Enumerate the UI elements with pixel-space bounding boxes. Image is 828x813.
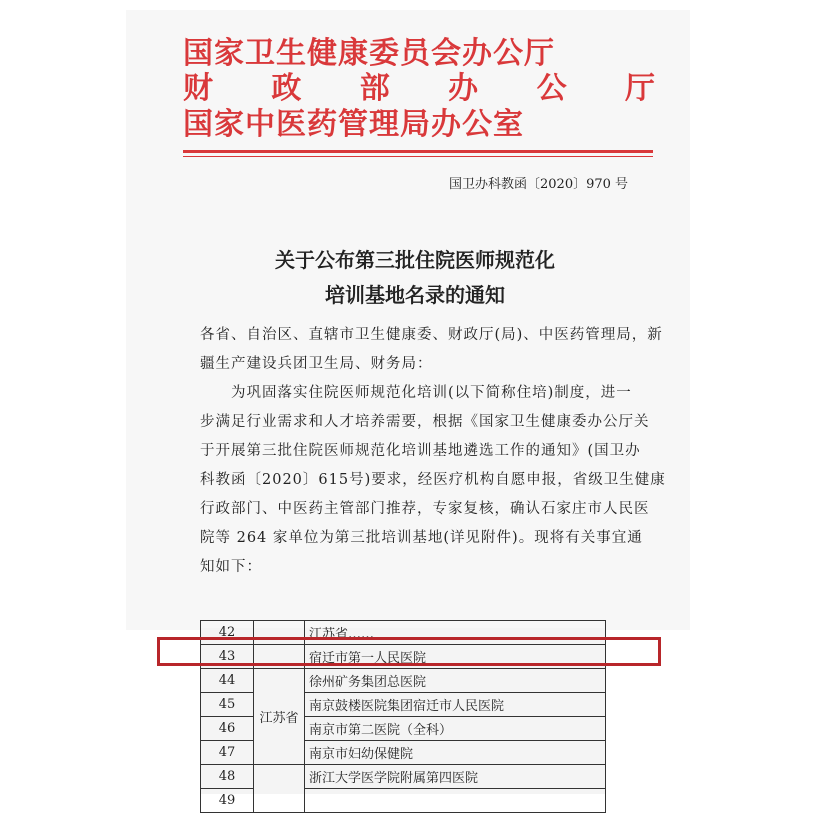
body-line: 于开展第三批住院医师规范化培训基地遴选工作的通知》(国卫办: [200, 443, 641, 459]
province-cell: 江苏省: [254, 669, 305, 765]
body-line: 各省、自治区、直辖市卫生健康委、财政厅(局)、中医药管理局，新: [200, 327, 663, 343]
hospital-name: 江苏省……: [305, 621, 606, 645]
document-number: 国卫办科教函〔2020〕970 号: [449, 177, 629, 192]
notice-title-line-1: 关于公布第三批住院医师规范化: [275, 248, 555, 272]
body-line: 步满足行业需求和人才培养需要，根据《国家卫生健康委办公厅关: [200, 414, 650, 430]
red-divider-thin: [183, 156, 653, 157]
issuer-char: 政: [271, 71, 302, 106]
issuer-char: 厅: [624, 71, 655, 106]
table-row: [201, 669, 606, 693]
body-line: 行政部门、中医药主管部门推荐，专家复核，确认石家庄市人民医: [200, 501, 650, 517]
highlight-box: [157, 637, 661, 666]
notice-body: [200, 321, 666, 582]
body-line: 为巩固落实住院医师规范化培训(以下简称住培)制度，进一: [200, 385, 632, 401]
issuer-char: 公: [536, 71, 567, 106]
issuer-char: 办: [448, 71, 479, 106]
body-line: 院等 264 家单位为第三批培训基地(详见附件)。现将有关事宜通: [200, 530, 643, 546]
row-number: 42: [201, 621, 254, 645]
hospital-name: 宿迁市第一人民医院: [305, 645, 606, 669]
notice-title-line-2: 培训基地名录的通知: [325, 283, 505, 307]
hospital-name: 徐州矿务集团总医院: [305, 669, 606, 693]
body-line: 知如下：: [200, 559, 262, 575]
issuer-line-3: 国家中医药管理局办公室: [183, 107, 524, 142]
province-cell: [254, 765, 305, 813]
hospital-name: [305, 789, 606, 813]
row-number: 45: [201, 693, 254, 717]
red-divider-thick: [183, 150, 653, 153]
issuer-char: 财: [183, 71, 213, 106]
row-number: 47: [201, 741, 254, 765]
row-number: 46: [201, 717, 254, 741]
hospital-name: 南京市第二医院（全科）: [305, 717, 606, 741]
issuer-line-1: 国家卫生健康委员会办公厅: [183, 36, 555, 71]
issuer-char: 部: [359, 71, 390, 106]
row-number: 44: [201, 669, 254, 693]
issuer-line-2: [183, 72, 655, 106]
page-margin: [690, 0, 828, 640]
row-number: 43: [201, 645, 254, 669]
hospital-name: 南京鼓楼医院集团宿迁市人民医院: [305, 693, 606, 717]
body-line: 科教函〔2020〕615号)要求，经医疗机构自愿申报，省级卫生健康: [200, 472, 666, 488]
body-line: 疆生产建设兵团卫生局、财务局：: [200, 356, 433, 372]
row-number: 48: [201, 765, 254, 789]
hospital-name: 浙江大学医学院附属第四医院: [305, 765, 606, 789]
row-number: 49: [201, 789, 254, 813]
table-row: [201, 765, 606, 789]
hospital-name: 南京市妇幼保健院: [305, 741, 606, 765]
